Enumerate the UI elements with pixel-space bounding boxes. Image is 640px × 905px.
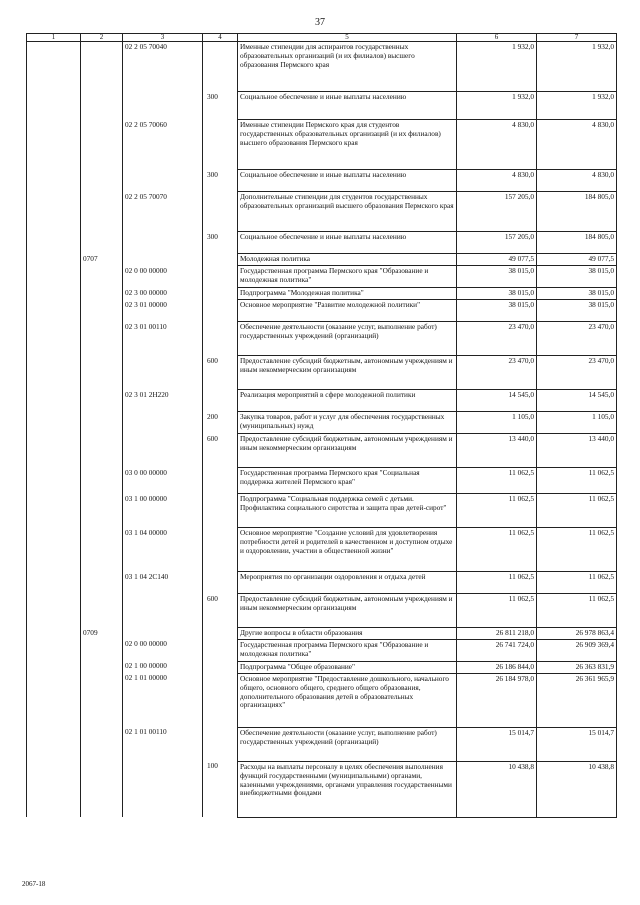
amount-year-2: 4 830,0 <box>537 120 617 170</box>
target-article-code: 03 1 00 00000 <box>123 494 203 528</box>
item-name: Предоставление субсидий бюджетным, автономным учреждениям и иным некоммерческим организациям <box>238 594 457 628</box>
item-name: Социальное обеспечение и иные выплаты населению <box>238 170 457 192</box>
amount-year-2: 11 062,5 <box>537 468 617 494</box>
table-row <box>27 434 617 468</box>
amount-year-1: 23 470,0 <box>457 322 537 356</box>
target-article-code: 02 2 05 70070 <box>123 192 203 232</box>
amount-year-1: 1 932,0 <box>457 92 537 120</box>
amount-year-2: 10 438,8 <box>537 761 617 817</box>
target-article-code: 03 1 04 2С140 <box>123 572 203 594</box>
table-body <box>27 42 617 818</box>
item-name: Государственная программа Пермского края "Образование и молодежная политика" <box>238 266 457 288</box>
target-article-code: 03 0 00 00000 <box>123 468 203 494</box>
column-1-cell <box>27 300 81 322</box>
column-1-cell <box>27 528 81 572</box>
target-article-code <box>123 434 203 468</box>
expense-type-code <box>203 300 238 322</box>
section-code <box>81 232 123 254</box>
table-row <box>27 300 617 322</box>
column-1-cell <box>27 494 81 528</box>
table-row <box>27 412 617 434</box>
column-1-cell <box>27 266 81 288</box>
footer-code: 2067-18 <box>22 880 46 888</box>
amount-year-1: 26 741 724,0 <box>457 639 537 661</box>
expense-type-code <box>203 528 238 572</box>
amount-year-1: 11 062,5 <box>457 572 537 594</box>
expense-type-code <box>203 639 238 661</box>
amount-year-1: 157 205,0 <box>457 192 537 232</box>
section-code <box>81 494 123 528</box>
target-article-code <box>123 761 203 817</box>
amount-year-1: 1 932,0 <box>457 42 537 92</box>
amount-year-1: 13 440,0 <box>457 434 537 468</box>
budget-table <box>26 33 617 818</box>
table-row <box>27 232 617 254</box>
section-code <box>81 300 123 322</box>
table-row <box>27 468 617 494</box>
section-code <box>81 673 123 727</box>
item-name: Обеспечение деятельности (оказание услуг, выполнение работ) государственных учреждений (организаций) <box>238 727 457 761</box>
target-article-code: 02 1 01 00000 <box>123 673 203 727</box>
target-article-code <box>123 594 203 628</box>
target-article-code: 02 3 00 00000 <box>123 288 203 300</box>
table-row <box>27 390 617 412</box>
item-name: Предоставление субсидий бюджетным, автономным учреждениям и иным некоммерческим организациям <box>238 356 457 390</box>
item-name: Социальное обеспечение и иные выплаты населению <box>238 92 457 120</box>
amount-year-1: 49 077,5 <box>457 254 537 266</box>
section-code <box>81 639 123 661</box>
column-1-cell <box>27 727 81 761</box>
table-row <box>27 322 617 356</box>
table-row <box>27 254 617 266</box>
amount-year-2: 26 363 831,9 <box>537 661 617 673</box>
expense-type-code <box>203 494 238 528</box>
section-code <box>81 92 123 120</box>
expense-type-code <box>203 572 238 594</box>
column-1-cell <box>27 434 81 468</box>
target-article-code: 02 0 00 00000 <box>123 266 203 288</box>
table-row <box>27 528 617 572</box>
amount-year-1: 15 014,7 <box>457 727 537 761</box>
section-code <box>81 434 123 468</box>
expense-type-code: 300 <box>203 170 238 192</box>
amount-year-2: 13 440,0 <box>537 434 617 468</box>
table-row <box>27 192 617 232</box>
item-name: Государственная программа Пермского края "Образование и молодежная политика" <box>238 639 457 661</box>
expense-type-code: 200 <box>203 412 238 434</box>
table-row <box>27 170 617 192</box>
expense-type-code: 600 <box>203 434 238 468</box>
target-article-code <box>123 412 203 434</box>
amount-year-2: 23 470,0 <box>537 356 617 390</box>
target-article-code <box>123 356 203 390</box>
column-1-cell <box>27 468 81 494</box>
amount-year-2: 38 015,0 <box>537 300 617 322</box>
section-code <box>81 42 123 92</box>
section-code <box>81 412 123 434</box>
section-code <box>81 120 123 170</box>
expense-type-code <box>203 673 238 727</box>
target-article-code <box>123 628 203 640</box>
target-article-code: 03 1 04 00000 <box>123 528 203 572</box>
expense-type-code <box>203 322 238 356</box>
column-header-5: 5 <box>238 34 457 42</box>
section-code <box>81 356 123 390</box>
amount-year-2: 26 978 863,4 <box>537 628 617 640</box>
column-1-cell <box>27 254 81 266</box>
expense-type-code <box>203 266 238 288</box>
table-row <box>27 120 617 170</box>
column-header-2: 2 <box>81 34 123 42</box>
amount-year-2: 26 909 369,4 <box>537 639 617 661</box>
column-1-cell <box>27 42 81 92</box>
section-code <box>81 266 123 288</box>
amount-year-1: 4 830,0 <box>457 170 537 192</box>
amount-year-1: 38 015,0 <box>457 288 537 300</box>
column-1-cell <box>27 594 81 628</box>
section-code <box>81 468 123 494</box>
column-1-cell <box>27 639 81 661</box>
item-name: Подпрограмма "Социальная поддержка семей с детьми. Профилактика социального сиротства и защита прав детей-сирот" <box>238 494 457 528</box>
section-code <box>81 192 123 232</box>
column-1-cell <box>27 170 81 192</box>
section-code <box>81 594 123 628</box>
column-1-cell <box>27 412 81 434</box>
expense-type-code: 300 <box>203 232 238 254</box>
amount-year-2: 1 105,0 <box>537 412 617 434</box>
amount-year-1: 10 438,8 <box>457 761 537 817</box>
expense-type-code <box>203 192 238 232</box>
table-row <box>27 639 617 661</box>
column-1-cell <box>27 120 81 170</box>
target-article-code: 02 1 01 00110 <box>123 727 203 761</box>
column-1-cell <box>27 661 81 673</box>
column-header-6: 6 <box>457 34 537 42</box>
amount-year-1: 26 811 218,0 <box>457 628 537 640</box>
amount-year-1: 11 062,5 <box>457 468 537 494</box>
section-code <box>81 727 123 761</box>
target-article-code <box>123 232 203 254</box>
amount-year-2: 11 062,5 <box>537 494 617 528</box>
expense-type-code <box>203 42 238 92</box>
amount-year-1: 26 186 844,0 <box>457 661 537 673</box>
column-1-cell <box>27 92 81 120</box>
column-1-cell <box>27 232 81 254</box>
item-name: Реализация мероприятий в сфере молодежной политики <box>238 390 457 412</box>
expense-type-code <box>203 727 238 761</box>
column-1-cell <box>27 761 81 817</box>
amount-year-2: 15 014,7 <box>537 727 617 761</box>
section-code <box>81 572 123 594</box>
amount-year-2: 11 062,5 <box>537 572 617 594</box>
item-name: Другие вопросы в области образования <box>238 628 457 640</box>
column-1-cell <box>27 322 81 356</box>
table-row <box>27 673 617 727</box>
expense-type-code: 600 <box>203 594 238 628</box>
target-article-code: 02 3 01 00110 <box>123 322 203 356</box>
section-code <box>81 288 123 300</box>
column-header-1: 1 <box>27 34 81 42</box>
expense-type-code <box>203 468 238 494</box>
expense-type-code: 100 <box>203 761 238 817</box>
target-article-code: 02 0 00 00000 <box>123 639 203 661</box>
section-code <box>81 528 123 572</box>
item-name: Основное мероприятие "Развитие молодежной политики" <box>238 300 457 322</box>
target-article-code <box>123 254 203 266</box>
target-article-code: 02 3 01 2Н220 <box>123 390 203 412</box>
table-row <box>27 727 617 761</box>
table-row <box>27 288 617 300</box>
item-name: Именные стипендии для аспирантов государственных образовательных организаций (и их филиалов) высшего образования Пермского края <box>238 42 457 92</box>
section-code: 0709 <box>81 628 123 640</box>
target-article-code <box>123 170 203 192</box>
amount-year-2: 1 932,0 <box>537 42 617 92</box>
table-row <box>27 494 617 528</box>
table-row <box>27 92 617 120</box>
column-1-cell <box>27 628 81 640</box>
table-row <box>27 572 617 594</box>
amount-year-2: 26 361 965,9 <box>537 673 617 727</box>
section-code <box>81 661 123 673</box>
amount-year-2: 38 015,0 <box>537 288 617 300</box>
column-header-7: 7 <box>537 34 617 42</box>
item-name: Основное мероприятие "Создание условий для удовлетворения потребности детей и родителей в качественном и доступном отдыхе и оздоровлении, участии в общественной жизни" <box>238 528 457 572</box>
table-row <box>27 761 617 817</box>
amount-year-2: 4 830,0 <box>537 170 617 192</box>
amount-year-1: 11 062,5 <box>457 494 537 528</box>
amount-year-2: 1 932,0 <box>537 92 617 120</box>
table-row <box>27 266 617 288</box>
column-1-cell <box>27 356 81 390</box>
item-name: Расходы на выплаты персоналу в целях обеспечения выполнения функций государственными (муниципальными) органами, казенными учреждениями, органами управления государственными внебюджетными фондами <box>238 761 457 817</box>
amount-year-1: 23 470,0 <box>457 356 537 390</box>
column-header-3: 3 <box>123 34 203 42</box>
amount-year-1: 11 062,5 <box>457 594 537 628</box>
amount-year-1: 1 105,0 <box>457 412 537 434</box>
column-header-4: 4 <box>203 34 238 42</box>
target-article-code: 02 2 05 70040 <box>123 42 203 92</box>
amount-year-2: 184 805,0 <box>537 192 617 232</box>
section-code <box>81 761 123 817</box>
expense-type-code <box>203 254 238 266</box>
item-name: Мероприятия по организации оздоровления и отдыха детей <box>238 572 457 594</box>
page-number: 37 <box>315 17 325 28</box>
item-name: Дополнительные стипендии для студентов государственных образовательных организаций высшего образования Пермского края <box>238 192 457 232</box>
item-name: Закупка товаров, работ и услуг для обеспечения государственных (муниципальных) нужд <box>238 412 457 434</box>
expense-type-code <box>203 628 238 640</box>
item-name: Молодежная политика <box>238 254 457 266</box>
column-header-row <box>27 34 617 42</box>
expense-type-code: 600 <box>203 356 238 390</box>
expense-type-code <box>203 120 238 170</box>
table-row <box>27 628 617 640</box>
item-name: Подпрограмма "Молодежная политика" <box>238 288 457 300</box>
column-1-cell <box>27 572 81 594</box>
amount-year-2: 14 545,0 <box>537 390 617 412</box>
amount-year-1: 14 545,0 <box>457 390 537 412</box>
column-1-cell <box>27 390 81 412</box>
item-name: Государственная программа Пермского края "Социальная поддержка жителей Пермского края" <box>238 468 457 494</box>
item-name: Обеспечение деятельности (оказание услуг, выполнение работ) государственных учреждений (организаций) <box>238 322 457 356</box>
amount-year-2: 11 062,5 <box>537 528 617 572</box>
amount-year-1: 4 830,0 <box>457 120 537 170</box>
target-article-code: 02 3 01 00000 <box>123 300 203 322</box>
section-code <box>81 322 123 356</box>
column-1-cell <box>27 673 81 727</box>
table-row <box>27 661 617 673</box>
table-row <box>27 594 617 628</box>
target-article-code: 02 1 00 00000 <box>123 661 203 673</box>
amount-year-2: 11 062,5 <box>537 594 617 628</box>
item-name: Предоставление субсидий бюджетным, автономным учреждениям и иным некоммерческим организациям <box>238 434 457 468</box>
target-article-code: 02 2 05 70060 <box>123 120 203 170</box>
amount-year-2: 23 470,0 <box>537 322 617 356</box>
target-article-code <box>123 92 203 120</box>
item-name: Именные стипендии Пермского края для студентов государственных образовательных организаций (и их филиалов) высшего образования Пермского края <box>238 120 457 170</box>
item-name: Основное мероприятие "Предоставление дошкольного, начального общего, основного общего, среднего общего образования, дополнительного образования детей в образовательных организациях" <box>238 673 457 727</box>
amount-year-2: 184 805,0 <box>537 232 617 254</box>
amount-year-1: 26 184 978,0 <box>457 673 537 727</box>
item-name: Подпрограмма "Общее образование" <box>238 661 457 673</box>
amount-year-2: 38 015,0 <box>537 266 617 288</box>
column-1-cell <box>27 192 81 232</box>
expense-type-code <box>203 390 238 412</box>
amount-year-1: 11 062,5 <box>457 528 537 572</box>
section-code: 0707 <box>81 254 123 266</box>
section-code <box>81 170 123 192</box>
amount-year-1: 157 205,0 <box>457 232 537 254</box>
section-code <box>81 390 123 412</box>
expense-type-code: 300 <box>203 92 238 120</box>
table-row <box>27 356 617 390</box>
expense-type-code <box>203 661 238 673</box>
table-row <box>27 42 617 92</box>
amount-year-1: 38 015,0 <box>457 266 537 288</box>
item-name: Социальное обеспечение и иные выплаты населению <box>238 232 457 254</box>
expense-type-code <box>203 288 238 300</box>
amount-year-1: 38 015,0 <box>457 300 537 322</box>
column-1-cell <box>27 288 81 300</box>
amount-year-2: 49 077,5 <box>537 254 617 266</box>
